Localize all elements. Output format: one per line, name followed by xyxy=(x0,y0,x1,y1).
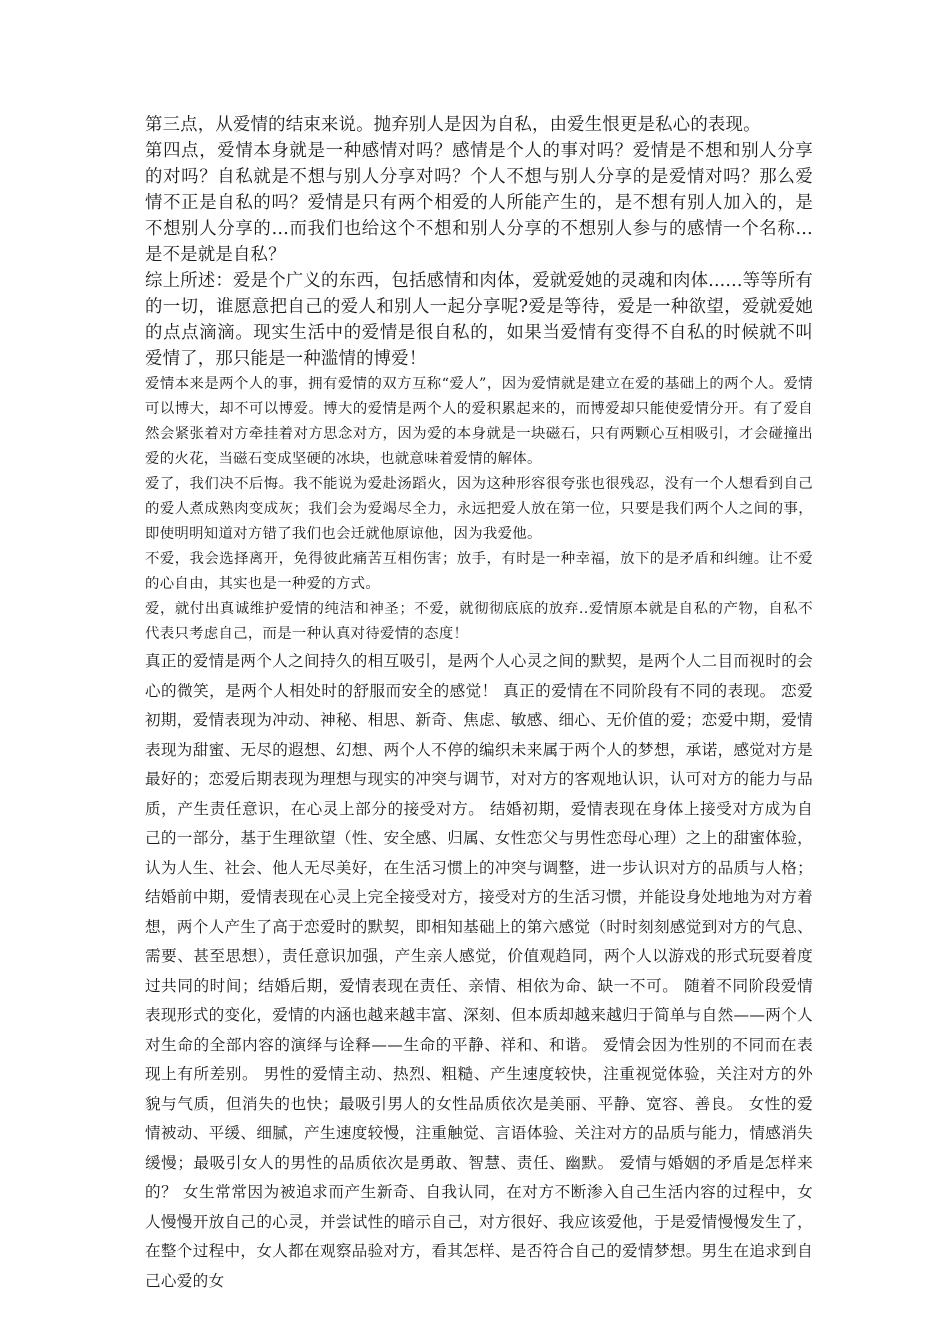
paragraph-5: 爱了，我们决不后悔。我不能说为爱赴汤蹈火，因为这种形容很夸张也很残忍，没有一个人想看到自己的爱人煮成熟肉变成灰；我们会为爱竭尽全力，永远把爱人放在第一位，只要是我们两个人之间的事，即使明明知道对方错了我们也会迁就他原谅他，因为我爱他。 xyxy=(145,476,813,542)
document-page xyxy=(145,112,813,1296)
paragraph-4: 爱情本来是两个人的事，拥有爱情的双方互称“爱人”，因为爱情就是建立在爱的基础上的两个人。爱情可以博大，却不可以博爱。博大的爱情是两个人的爱积累起来的，而博爱却只能使爱情分开。有了爱自然会紧张着对方牵挂着对方思念对方，因为爱的本身就是一块磁石，只有两颗心互相吸引，才会碰撞出爱的火花，当磁石变成坚硬的冰块，也就意味着爱情的解体。 xyxy=(145,376,813,467)
paragraph-6: 不爱，我会选择离开，免得彼此痛苦互相伤害；放手，有时是一种幸福，放下的是矛盾和纠缠。让不爱的心自由，其实也是一种爱的方式。 xyxy=(145,551,813,592)
paragraph-3: 综上所述：爱是个广义的东西，包括感情和肉体，爱就爱她的灵魂和肉体......等等所有的一切，谁愿意把自己的爱人和别人一起分享呢?爱是等待，爱是一种欲望，爱就爱她的点点滴滴。现实生活中的爱情是很自私的，如果当爱情有变得不自私的时候就不叫爱情了，那只能是一种滥情的博爱！ xyxy=(145,271,813,369)
paragraph-2: 第四点，爱情本身就是一种感情对吗？感情是个人的事对吗？爱情是不想和别人分享的对吗？自私就是不想与别人分享对吗？个人不想与别人分享的是爱情对吗？那么爱情不正是自私的吗？爱情是只有两个相爱的人所能产生的，是不想有别人加入的，是不想别人分享的…而我们也给这个不想和别人分享的不想别人参与的感情一个名称…是不是就是自私？ xyxy=(145,141,813,265)
paragraph-8: 真正的爱情是两个人之间持久的相互吸引，是两个人心灵之间的默契，是两个人二目而视时的会心的微笑，是两个人相处时的舒服而安全的感觉！ 真正的爱情在不同阶段有不同的表现。 恋爱初期，爱情表现为冲动、神秘、相思、新奇、焦虑、敏感、细心、无价值的爱；恋爱中期，爱情表现为甜蜜、无尽的遐想、幻想、两个人不停的编织未来属于两个人的梦想，承诺，感觉对方是最好的；恋爱后期表现为理想与现实的冲突与调节，对对方的客观地认识，认可对方的能力与品质，产生责任意识，在心灵上部分的接受对方。 结婚初期，爱情表现在身体上接受对方成为自己的一部分，基于生理欲望（性、安全感、归属、女性恋父与男性恋母心理）之上的甜蜜体验，认为人生、社会、他人无尽美好，在生活习惯上的冲突与调整，进一步认识对方的品质与人格；结婚前中期，爱情表现在心灵上完全接受对方，接受对方的生活习惯，并能设身处地地为对方着想，两个人产生了高于恋爱时的默契，即相知基础上的第六感觉（时时刻刻感觉到对方的气息、需要、甚至思想），责任意识加强，产生亲人感觉，价值观趋同，两个人以游戏的形式玩耍着度过共同的时间；结婚后期，爱情表现在责任、亲情、相依为命、缺一不可。 随着不同阶段爱情表现形式的变化，爱情的内涵也越来越丰富、深刻、但本质却越来越归于简单与自然——两个人对生命的全部内容的演绎与诠释——生命的平静、祥和、和谐。 爱情会因为性别的不同而在表现上有所差别。 男性的爱情主动、热烈、粗糙、产生速度较快，注重视觉体验，关注对方的外貌与气质，但消失的也快；最吸引男人的女性品质依次是美丽、平静、宽容、善良。 女性的爱情被动、平缓、细腻，产生速度较慢，注重触觉、言语体验、关注对方的品质与能力，情感消失缓慢；最吸引女人的男性的品质依次是勇敢、智慧、责任、幽默。 爱情与婚姻的矛盾是怎样来的？ 女生常常因为被追求而产生新奇、自我认同，在对方不断渗入自己生活内容的过程中，女人慢慢开放自己的心灵，并尝试性的暗示自己，对方很好、我应该爱他，于是爱情慢慢发生了，在整个过程中，女人都在观察品验对方，看其怎样、是否符合自己的爱情梦想。男生在追求到自己心爱的女 xyxy=(145,652,813,1290)
paragraph-7: 爱，就付出真诚维护爱情的纯洁和神圣；不爱，就彻彻底底的放弃..爱情原本就是自私的产物，自私不代表只考虑自己，而是一种认真对待爱情的态度！ xyxy=(145,601,813,642)
paragraph-1: 第三点，从爱情的结束来说。抛弃别人是因为自私，由爱生恨更是私心的表现。 xyxy=(145,115,761,135)
